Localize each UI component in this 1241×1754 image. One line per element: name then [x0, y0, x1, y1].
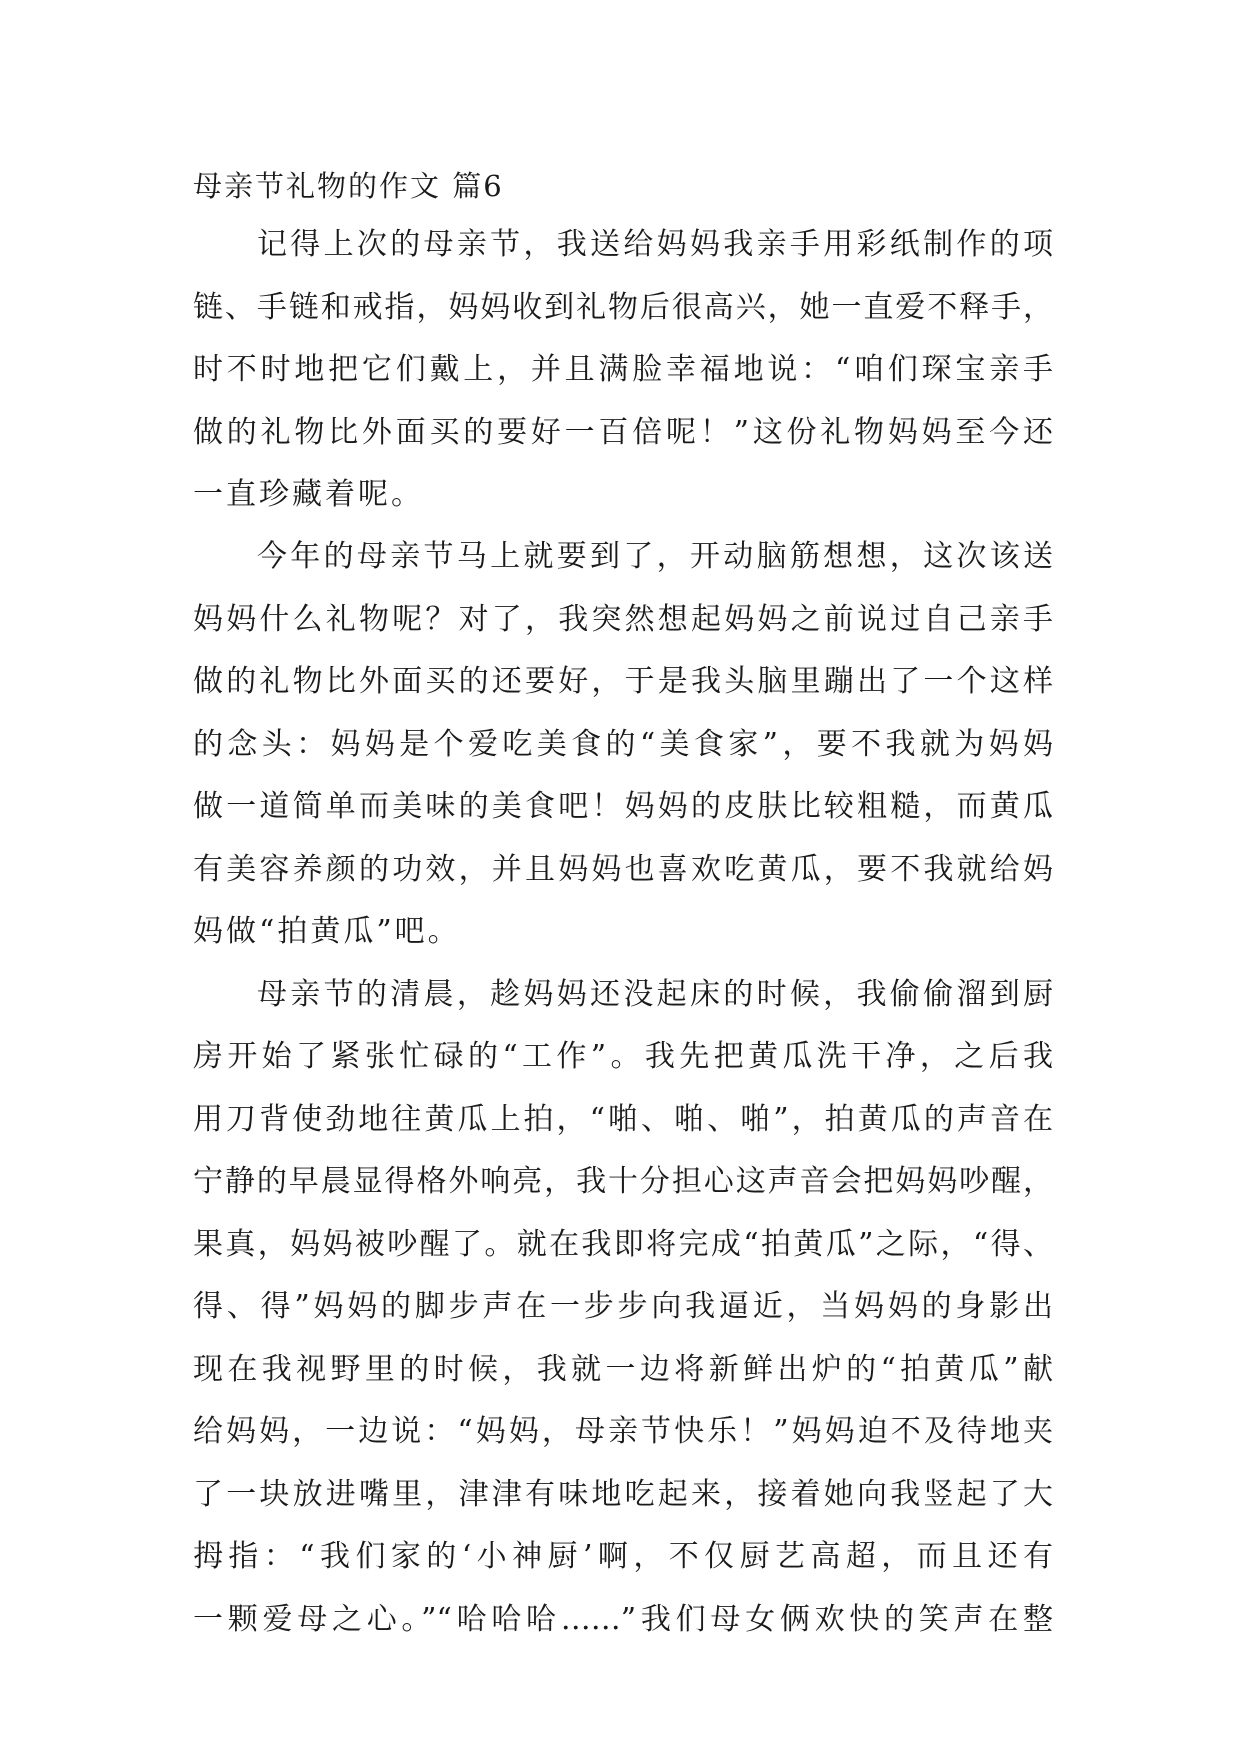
- paragraph-line: 房开始了紧张忙碌的“工作”。我先把黄瓜洗干净，之后我: [193, 1039, 1053, 1074]
- essay-title: 母亲节礼物的作文 篇6: [193, 169, 504, 203]
- paragraph-line: 得、得”妈妈的脚步声在一步步向我逼近，当妈妈的身影出: [193, 1289, 1053, 1324]
- paragraph-line: 链、手链和戒指，妈妈收到礼物后很高兴，她一直爱不释手，: [193, 290, 1053, 325]
- paragraph-line: 现在我视野里的时候，我就一边将新鲜出炉的“拍黄瓜”献: [193, 1352, 1053, 1387]
- paragraph-line: 用刀背使劲地往黄瓜上拍，“啪、啪、啪”，拍黄瓜的声音在: [193, 1102, 1053, 1137]
- paragraph-line: 有美容养颜的功效，并且妈妈也喜欢吃黄瓜，要不我就给妈: [193, 852, 1053, 887]
- paragraph-line: 一颗爱母之心。”“哈哈哈……”我们母女俩欢快的笑声在整: [193, 1602, 1053, 1637]
- paragraph-line: 做的礼物比外面买的要好一百倍呢！”这份礼物妈妈至今还: [193, 415, 1053, 450]
- paragraph-line: 做的礼物比外面买的还要好，于是我头脑里蹦出了一个这样: [193, 664, 1053, 699]
- paragraph-line: 妈妈什么礼物呢？对了，我突然想起妈妈之前说过自己亲手: [193, 602, 1053, 637]
- paragraph-line: 时不时地把它们戴上，并且满脸幸福地说：“咱们琛宝亲手: [193, 352, 1053, 387]
- paragraph-line: 宁静的早晨显得格外响亮，我十分担心这声音会把妈妈吵醒，: [193, 1164, 1053, 1199]
- paragraph-line: 记得上次的母亲节，我送给妈妈我亲手用彩纸制作的项: [257, 227, 1053, 262]
- paragraph-line: 拇指：“我们家的‘小神厨’啊，不仅厨艺高超，而且还有: [193, 1539, 1053, 1574]
- paragraph-line: 妈做“拍黄瓜”吧。: [193, 914, 461, 949]
- paragraph-line: 果真，妈妈被吵醒了。就在我即将完成“拍黄瓜”之际，“得、: [193, 1227, 1053, 1262]
- paragraph-line: 了一块放进嘴里，津津有味地吃起来，接着她向我竖起了大: [193, 1477, 1053, 1512]
- paragraph-line: 今年的母亲节马上就要到了，开动脑筋想想，这次该送: [257, 539, 1053, 574]
- paragraph-line: 做一道简单而美味的美食吧！妈妈的皮肤比较粗糙，而黄瓜: [193, 789, 1053, 824]
- paragraph-line: 一直珍藏着呢。: [193, 477, 424, 512]
- paragraph-line: 的念头：妈妈是个爱吃美食的“美食家”，要不我就为妈妈: [193, 727, 1053, 762]
- paragraph-line: 给妈妈，一边说：“妈妈，母亲节快乐！”妈妈迫不及待地夹: [193, 1414, 1053, 1449]
- paragraph-line: 母亲节的清晨，趁妈妈还没起床的时候，我偷偷溜到厨: [257, 977, 1053, 1012]
